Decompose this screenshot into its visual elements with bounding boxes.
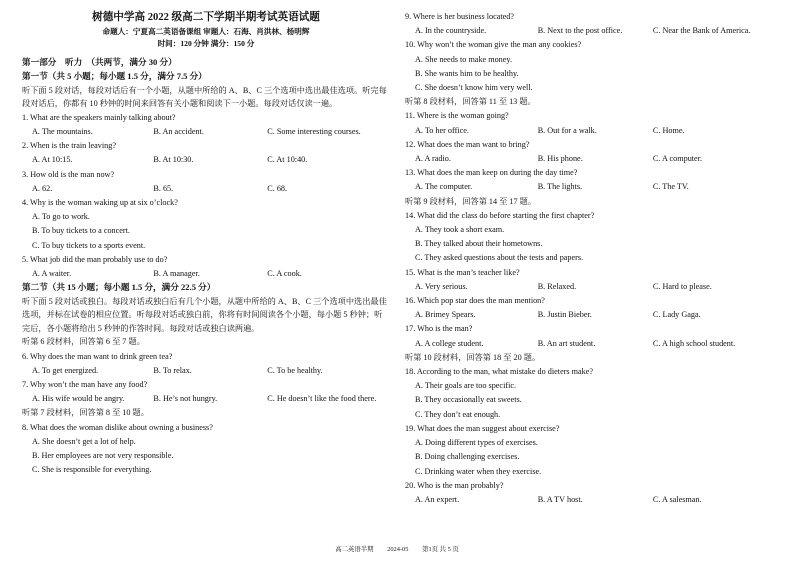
answer-option[interactable]: C. To buy tickets to a sports event. xyxy=(32,240,146,250)
question-text: 19. What does the man suggest about exercise? xyxy=(405,423,560,433)
answer-option[interactable]: C. To be healthy. xyxy=(267,365,323,375)
question-text: 2. When is the train leaving? xyxy=(22,141,116,151)
questions-9-20 xyxy=(405,10,775,507)
answer-option[interactable]: A. A waiter. xyxy=(32,268,72,278)
answer-option[interactable]: B. She wants him to be healthy. xyxy=(415,68,519,78)
footer-subject: 高二英语半期 xyxy=(335,546,374,553)
answer-option[interactable]: A. She doesn’t get a lot of help. xyxy=(32,436,136,446)
answer-option[interactable]: C. Hard to please. xyxy=(652,281,712,291)
answer-option[interactable]: B. He’s not hungry. xyxy=(153,394,218,404)
question-text: 11. Where is the woman going? xyxy=(405,111,509,121)
exam-title: 树德中学高 2022 级高二下学期半期考试英语试题 xyxy=(92,12,320,23)
answer-options xyxy=(405,124,775,138)
answer-option[interactable]: A. 62. xyxy=(32,183,53,193)
answer-option[interactable]: C. A computer. xyxy=(652,154,703,164)
answer-option[interactable]: B. Next to the post office. xyxy=(537,26,623,36)
section1-instruction: 听下面 5 段对话，每段对话后有一个小题，从题中所给的 A、B、C 三个选项中选出最佳选项。听完每段对话后，你都有 10 秒钟的时间来回答有关小题和阅读下一小题。每段对话仅读一遍。 xyxy=(22,85,387,109)
answer-option[interactable]: A. A radio. xyxy=(415,154,451,164)
answer-option[interactable]: A. They took a short exam. xyxy=(415,225,505,235)
answer-option[interactable]: A. His wife would be angry. xyxy=(32,394,125,404)
answer-option[interactable]: C. 68. xyxy=(267,183,288,193)
question-text: 15. What is the man’s teacher like? xyxy=(405,267,520,277)
question-text: 6. Why does the man want to drink green tea? xyxy=(22,351,173,361)
question-text: 3. How old is the man now? xyxy=(22,169,115,179)
answer-option[interactable]: B. An accident. xyxy=(153,126,204,136)
answer-option[interactable]: B. 65. xyxy=(153,183,174,193)
answer-option[interactable]: A. Their goals are too specific. xyxy=(415,381,517,391)
answer-options xyxy=(405,280,775,294)
question-text: 10. Why won’t the woman give the man any cookies? xyxy=(405,40,582,50)
answer-option[interactable]: B. A manager. xyxy=(153,268,200,278)
answer-option[interactable]: C. She doesn’t know him very well. xyxy=(415,83,533,93)
footer-date: 2024-05 xyxy=(387,546,409,553)
question-text: 16. Which pop star does the man mention? xyxy=(405,296,545,306)
page-footer xyxy=(0,544,794,553)
answer-option[interactable]: B. Relaxed. xyxy=(537,281,577,291)
listening-note: 听第 7 段材料，回答第 8 至 10 题。 xyxy=(22,408,149,418)
question-text: 8. What does the woman dislike about owning a business? xyxy=(22,422,213,432)
answer-option[interactable]: B. A TV host. xyxy=(537,494,583,504)
answer-option[interactable]: A. Doing different types of exercises. xyxy=(415,438,538,448)
time-score-line: 时间：120 分钟 满分：150 分 xyxy=(157,39,255,48)
question-text: 14. What did the class do before starting the first chapter? xyxy=(405,210,595,220)
listening-note: 听第 6 段材料，回答第 6 至 7 题。 xyxy=(22,337,145,347)
answer-option[interactable]: C. A high school student. xyxy=(652,338,736,348)
listening-note: 听第 8 段材料，回答第 11 至 13 题。 xyxy=(405,97,536,107)
answer-option[interactable]: A. In the countryside. xyxy=(415,26,487,36)
answer-option[interactable]: B. They occasionally eat sweets. xyxy=(415,395,522,405)
answer-options xyxy=(405,337,775,351)
answer-options xyxy=(405,152,775,166)
answer-option[interactable]: A. To go to work. xyxy=(32,212,90,222)
answer-option[interactable]: C. Drinking water when they exercise. xyxy=(415,466,542,476)
answer-option[interactable]: C. She is responsible for everything. xyxy=(32,465,152,475)
answer-options xyxy=(405,24,775,38)
authors-line: 命题人：宁夏高二英语备课组 审题人：石海、肖洪林、杨明辉 xyxy=(102,27,310,36)
answer-option[interactable]: C. He doesn’t like the food there. xyxy=(267,394,377,404)
question-text: 17. Who is the man? xyxy=(405,324,473,334)
answer-option[interactable]: C. Near the Bank of America. xyxy=(652,26,751,36)
answer-option[interactable]: B. Justin Bieber. xyxy=(537,310,592,320)
answer-option[interactable]: A. She needs to make money. xyxy=(415,54,513,64)
question-text: 13. What does the man keep on during the day time? xyxy=(405,168,578,178)
answer-option[interactable]: C. They don’t eat enough. xyxy=(415,409,501,419)
answer-option[interactable]: A. The computer. xyxy=(415,182,473,192)
questions-1-5 xyxy=(22,111,390,281)
listening-note: 听第 10 段材料，回答第 18 至 20 题。 xyxy=(405,352,541,362)
question-text: 4. Why is the woman waking up at six o’clock? xyxy=(22,197,178,207)
answer-options xyxy=(22,267,390,281)
listening-note: 听第 9 段材料，回答第 14 至 17 题。 xyxy=(405,196,537,206)
answer-option[interactable]: B. They talked about their hometowns. xyxy=(415,239,543,249)
question-text: 7. Why won’t the man have any food? xyxy=(22,380,148,390)
answer-option[interactable]: C. Home. xyxy=(652,125,685,135)
answer-option[interactable]: B. To relax. xyxy=(153,365,192,375)
question-text: 12. What does the man want to bring? xyxy=(405,139,530,149)
answer-option[interactable]: B. To buy tickets to a concert. xyxy=(32,226,130,236)
right-column xyxy=(405,10,775,507)
left-column xyxy=(22,10,390,477)
answer-option[interactable]: A. A college student. xyxy=(415,338,484,348)
answer-option[interactable]: A. Very serious. xyxy=(415,281,468,291)
section2-instruction: 听下面 5 段对话或独白。每段对话或独白后有几个小题，从题中所给的 A、B、C 三个选项中选出最佳选项，并标在试卷的相应位置。听每段对话或独白前，你将有时间阅读各个小题，每小题 5 秒钟；听完后，各小题将给出 5 秒钟的作答时间。每段对话或独白读两遍。 xyxy=(22,296,387,333)
answer-options xyxy=(405,180,775,194)
answer-option[interactable]: B. An art student. xyxy=(537,338,596,348)
answer-options xyxy=(405,493,775,507)
answer-options xyxy=(22,364,390,378)
answer-options xyxy=(405,308,775,322)
answer-option[interactable]: B. Out for a walk. xyxy=(537,125,597,135)
answer-option[interactable]: A. To her office. xyxy=(415,125,469,135)
answer-option[interactable]: A. An expert. xyxy=(415,494,460,504)
answer-option[interactable]: A. At 10:15. xyxy=(32,155,73,165)
answer-option[interactable]: C. Lady Gaga. xyxy=(652,310,701,320)
question-text: 18. According to the man, what mistake do dieters make? xyxy=(405,367,594,377)
answer-option[interactable]: C. A cook. xyxy=(267,268,302,278)
questions-6-8 xyxy=(22,350,390,478)
answer-option[interactable]: C. Some interesting courses. xyxy=(267,126,361,136)
answer-option[interactable]: A. The mountains. xyxy=(32,126,93,136)
answer-options xyxy=(22,125,390,139)
answer-options xyxy=(22,392,390,406)
answer-option[interactable]: B. The lights. xyxy=(537,182,583,192)
answer-option[interactable]: B. His phone. xyxy=(537,154,583,164)
question-text: 20. Who is the man probably? xyxy=(405,480,504,490)
answer-option[interactable]: C. A salesman. xyxy=(652,494,702,504)
answer-option[interactable]: B. Doing challenging exercises. xyxy=(415,452,520,462)
answer-option[interactable]: A. To get energized. xyxy=(32,365,99,375)
part1-heading: 第一部分 听力 （共两节，满分 30 分） xyxy=(22,57,177,67)
question-text: 9. Where is her business located? xyxy=(405,12,514,21)
answer-option[interactable]: B. Her employees are not very responsible. xyxy=(32,451,174,461)
question-text: 5. What job did the man probably use to do? xyxy=(22,254,168,264)
question-text: 1. What are the speakers mainly talking about? xyxy=(22,112,176,122)
answer-option[interactable]: B. At 10:30. xyxy=(153,155,194,165)
header xyxy=(22,10,390,50)
answer-option[interactable]: A. Brimey Spears. xyxy=(415,310,476,320)
section1-heading: 第一节（共 5 小题；每小题 1.5 分，满分 7.5 分） xyxy=(22,71,207,81)
answer-options xyxy=(22,182,390,196)
answer-options xyxy=(22,153,390,167)
footer-page: 第1页 共 5 页 xyxy=(422,546,459,553)
section2-heading: 第二节（共 15 小题；每小题 1.5 分，满分 22.5 分） xyxy=(22,282,216,293)
answer-option[interactable]: C. At 10:40. xyxy=(267,155,308,165)
answer-option[interactable]: C. They asked questions about the tests and papers. xyxy=(415,253,584,263)
answer-option[interactable]: C. The TV. xyxy=(652,182,689,192)
